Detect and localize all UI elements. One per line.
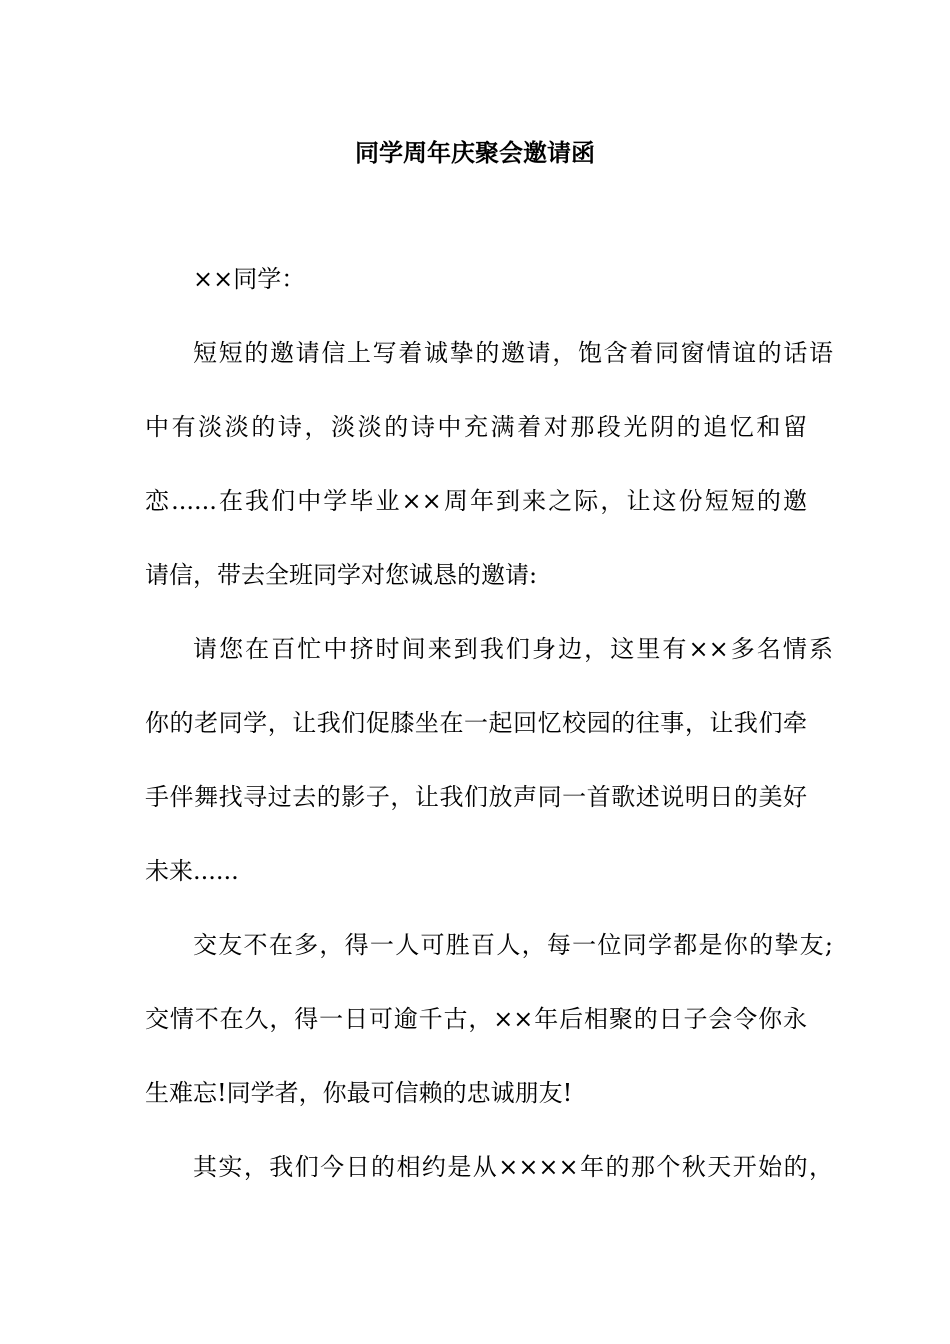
paragraph-line: 恋......在我们中学毕业××周年到来之际，让这份短短的邀	[145, 487, 807, 515]
paragraph-line: 未来......	[145, 857, 239, 885]
paragraph-line: 交友不在多，得一人可胜百人，每一位同学都是你的挚友;	[193, 931, 833, 959]
paragraph-line: 中有淡淡的诗，淡淡的诗中充满着对那段光阴的追忆和留	[145, 413, 807, 441]
paragraph-line: 生难忘!同学者，你最可信赖的忠诚朋友!	[145, 1079, 573, 1107]
paragraph-line: 短短的邀请信上写着诚挚的邀请，饱含着同窗情谊的话语	[193, 339, 833, 367]
paragraph-line: 交情不在久，得一日可逾千古，××年后相聚的日子会令你永	[145, 1005, 807, 1033]
salutation: ××同学：	[193, 265, 306, 293]
paragraph-line: 请信，带去全班同学对您诚恳的邀请:	[145, 561, 538, 589]
paragraph-line: 手伴舞找寻过去的影子，让我们放声同一首歌述说明日的美好	[145, 783, 807, 811]
paragraph-line: 请您在百忙中挤时间来到我们身边，这里有××多名情系	[193, 635, 833, 663]
document-title: 同学周年庆聚会邀请函	[355, 138, 595, 167]
paragraph-line: 其实，我们今日的相约是从××××年的那个秋天开始的，	[193, 1153, 833, 1181]
paragraph-line: 你的老同学，让我们促膝坐在一起回忆校园的往事，让我们牵	[145, 709, 807, 737]
